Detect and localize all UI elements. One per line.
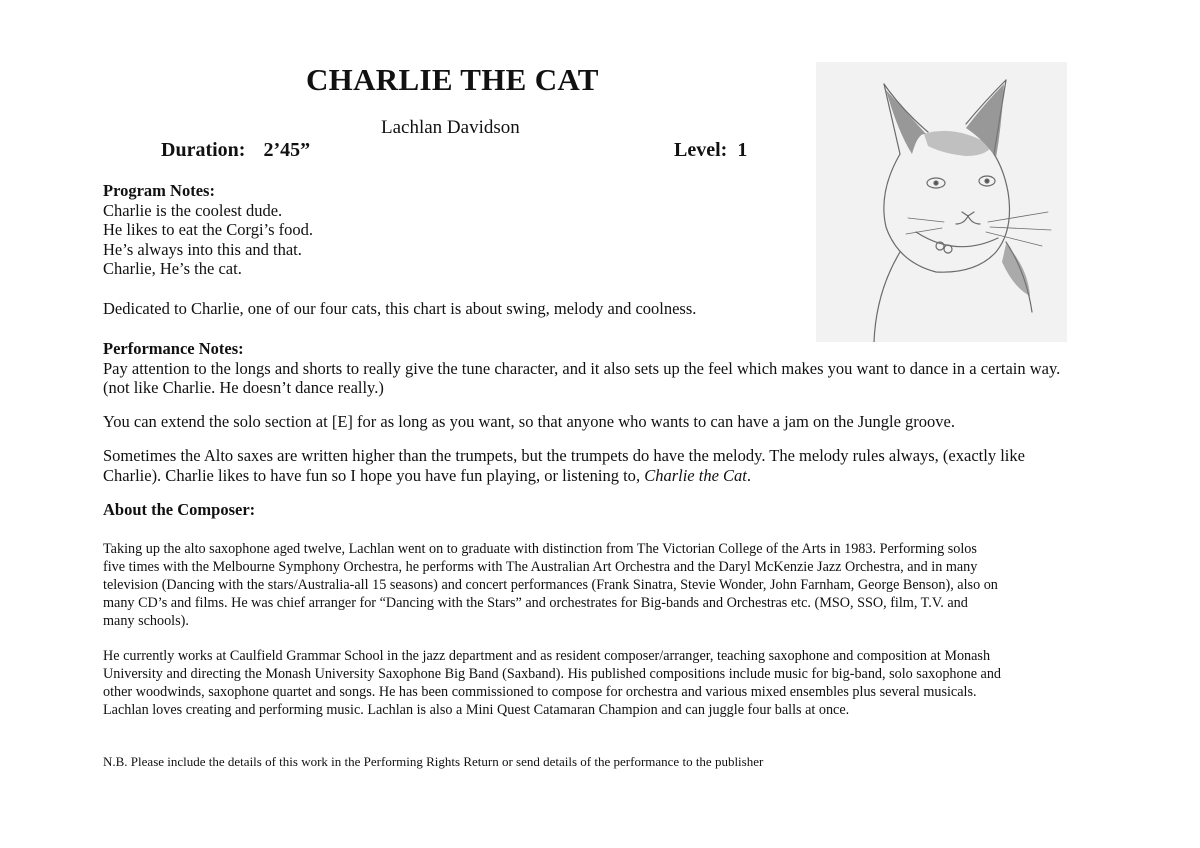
level-label: Level:: [674, 139, 728, 161]
about-composer-heading: [103, 500, 1103, 520]
composer-bio-paragraph-1: [103, 540, 1103, 630]
composer-name: Lachlan Davidson: [381, 117, 520, 138]
melody-note-end: .: [746, 465, 751, 485]
melody-note-line: [103, 466, 1103, 486]
bio-line: University and directing the Monash University Saxophone Big Band (Saxband). His published compositions include music for big-band, solo saxophone and: [103, 666, 1002, 682]
bio-line: many schools).: [103, 613, 189, 629]
page-title: CHARLIE THE CAT: [306, 62, 599, 97]
duration: [161, 139, 310, 162]
performance-notes-heading: Performance Notes:: [103, 339, 244, 358]
bio-line: other woodwinds, saxophone quartet and songs. He has been commissioned to compose for orchestra and various mixed ensembles plus several musicals.: [103, 684, 977, 700]
level-value: 1: [737, 139, 748, 161]
level: [674, 139, 747, 162]
bio-line: five times with the Melbourne Symphony Orchestra, he performs with The Australian Art Orchestra and the Daryl McKenzie Jazz Orchestra, and in many: [103, 559, 978, 575]
about-heading-text: About the Composer:: [103, 500, 256, 519]
duration-value: 2’45”: [263, 139, 311, 161]
performance-notes: [103, 339, 1103, 398]
melody-note: [103, 446, 1103, 485]
bio-line: Taking up the alto saxophone aged twelve, Lachlan went on to graduate with distinction from The Victorian College of the Arts in 1983. Performing solos: [103, 541, 977, 557]
bio-line: He currently works at Caulfield Grammar School in the jazz department and as resident composer/arranger, teaching saxophone and composition at Monash: [103, 648, 991, 664]
bio-line: television (Dancing with the stars/Australia-all 15 seasons) and concert performances (Frank Sinatra, Stevie Wonder, John Farnham, George Benson), also on: [103, 577, 998, 593]
composer-bio-paragraph-2: [103, 647, 1103, 719]
program-notes-heading: Program Notes:: [103, 181, 215, 200]
bio-line: Lachlan loves creating and performing music. Lachlan is also a Mini Quest Catamaran Champion and can juggle four balls at once.: [103, 702, 850, 718]
performance-line: (not like Charlie. He doesn’t dance really.): [103, 378, 384, 397]
performance-line: Pay attention to the longs and shorts to really give the tune character, and it also sets up the feel which makes you want to dance in a certain way.: [103, 358, 1061, 378]
duration-label: Duration:: [161, 139, 246, 161]
dedication: Dedicated to Charlie, one of our four cats, this chart is about swing, melody and coolness.: [103, 299, 697, 318]
publisher-note: N.B. Please include the details of this work in the Performing Rights Return or send details of the performance to the publisher: [103, 754, 764, 769]
lyric-line: He’s always into this and that.: [103, 239, 302, 259]
melody-note-line: Sometimes the Alto saxes are written higher than the trumpets, but the trumpets do have the melody. The melody rules always, (exactly like: [103, 446, 1025, 465]
piece-title-italic: , Charlie the Cat: [635, 465, 747, 485]
melody-note-text: Charlie). Charlie likes to have fun so I hope you have fun playing, or listening to: [103, 465, 636, 485]
lyric-line: Charlie is the coolest dude.: [103, 200, 283, 220]
bio-line: many CD’s and films. He was chief arranger for “Dancing with the Stars” and orchestrates for Big-bands and Orchestras etc. (MSO, SSO, film, T.V. and: [103, 595, 968, 611]
lyric-line: Charlie, He’s the cat.: [103, 259, 242, 278]
solo-section-note: You can extend the solo section at [E] for as long as you want, so that anyone who wants to can have a jam on the Jungle groove.: [103, 412, 955, 431]
lyric-line: He likes to eat the Corgi’s food.: [103, 220, 314, 239]
program-notes: [103, 181, 1103, 279]
